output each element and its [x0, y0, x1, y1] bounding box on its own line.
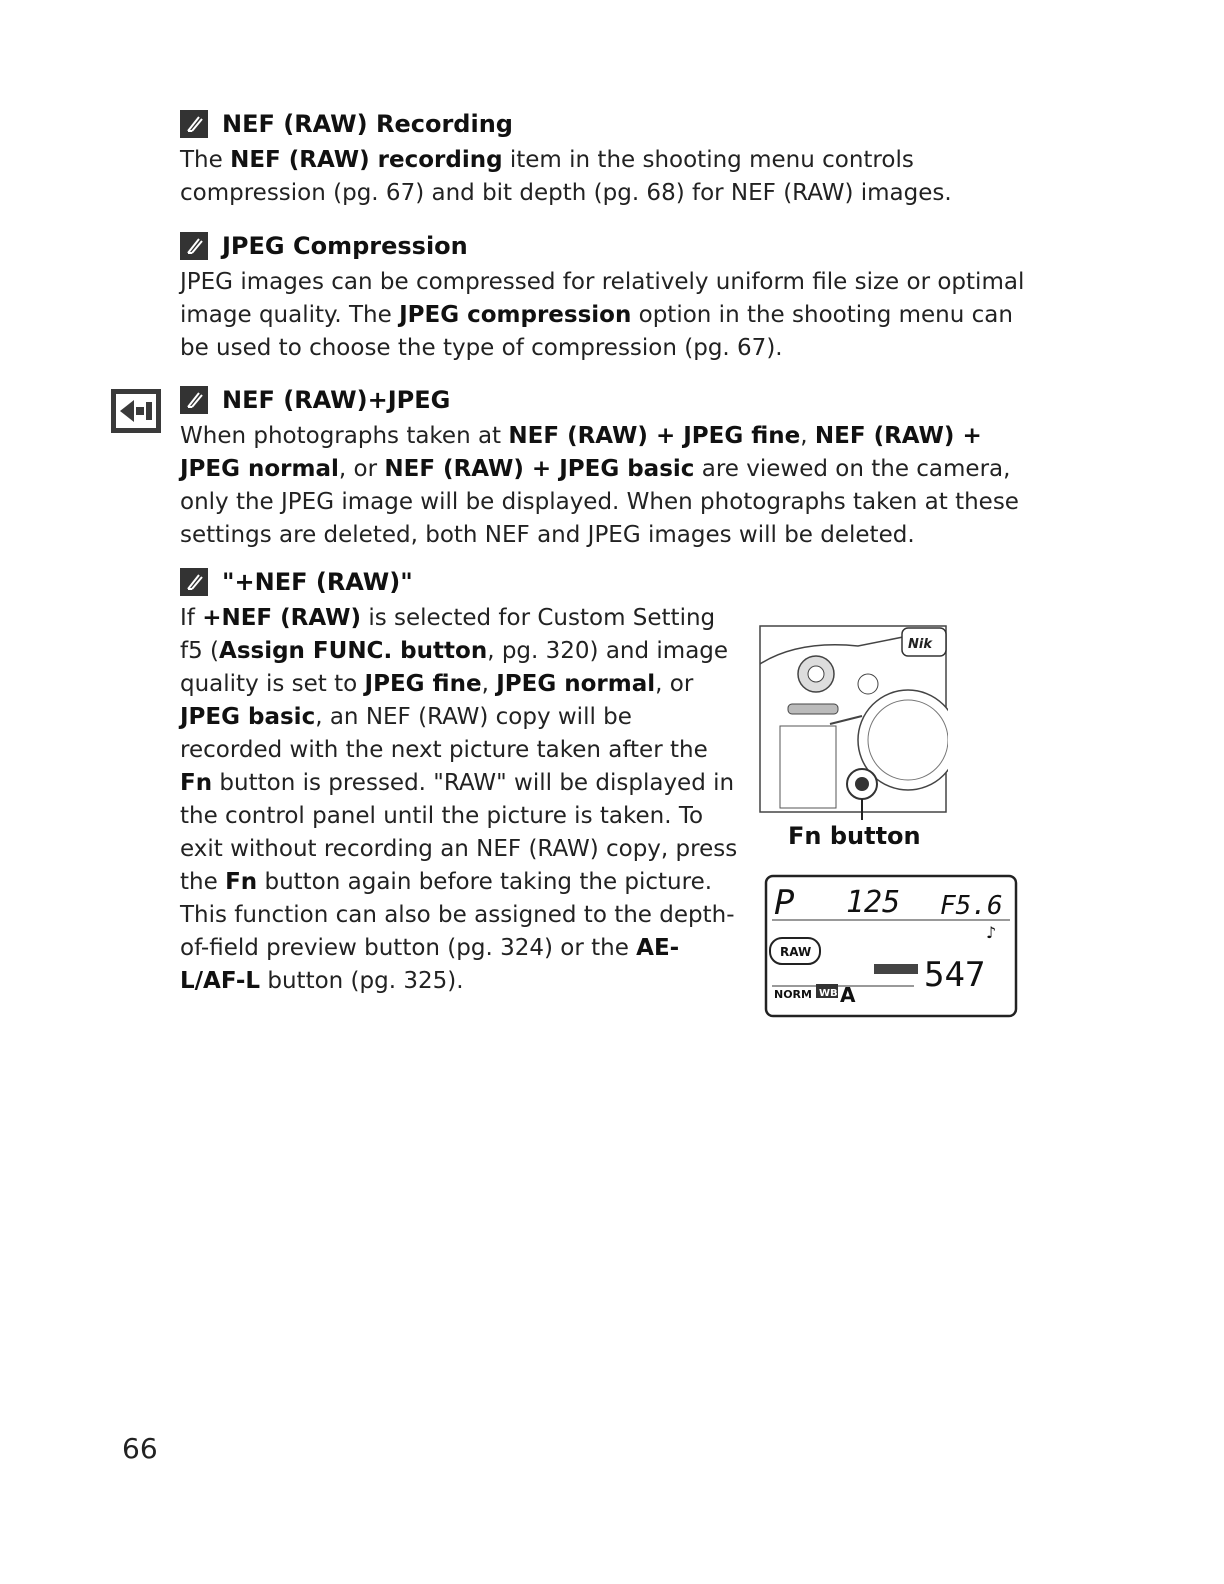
section-body: When photographs taken at NEF (RAW) + JPEG fine, NEF (RAW) + JPEG normal, or NEF (RAW) + JPEG basic are viewed on the camera, only the JPEG image will be displayed. When photographs taken at these settings are deleted, both NEF and JPEG images will be deleted.	[180, 423, 1019, 548]
emphasis-text: AE-L/AF-L	[180, 935, 680, 994]
playback-tab-icon	[110, 388, 162, 434]
emphasis-text: Fn	[180, 770, 213, 796]
norm-indicator: NORM	[774, 988, 812, 1001]
heading-text: JPEG Compression	[222, 232, 468, 260]
emphasis-text: JPEG basic	[180, 704, 316, 730]
section-body: If +NEF (RAW) is selected for Custom Setting f5 (Assign FUNC. button, pg. 320) and image quality is set to JPEG fine, JPEG normal, or JPEG basic, an NEF (RAW) copy will be recorded with the next picture taken after the Fn button is pressed. "RAW" will be displayed in the control panel until the picture is taken. To exit without recording an NEF (RAW) copy, press the Fn button again before taking the picture. This function can also be assigned to the depth-of-field preview button (pg. 324) or the AE-L/AF-L button (pg. 325).	[180, 605, 738, 994]
section-body: The NEF (RAW) recording item in the shooting menu controls compression (pg. 67) and bit depth (pg. 68) for NEF (RAW) images.	[180, 147, 952, 206]
raw-indicator: RAW	[780, 945, 812, 959]
mode-readout: P	[774, 883, 795, 923]
section-heading	[180, 386, 1030, 414]
emphasis-text: Assign FUNC. button	[219, 638, 488, 664]
heading-text: NEF (RAW)+JPEG	[222, 386, 451, 414]
camera-fn-button-illustration	[758, 620, 948, 820]
emphasis-text: NEF (RAW) recording	[230, 147, 503, 173]
control-panel-display	[764, 874, 1018, 1018]
shutter-readout: 125	[846, 885, 901, 920]
note-icon	[180, 232, 208, 260]
wb-value: A	[840, 983, 856, 1007]
note-icon	[180, 386, 208, 414]
section-heading	[180, 232, 1030, 260]
section-heading	[180, 110, 1030, 138]
aperture-readout: F5.6	[940, 891, 1003, 921]
section-nef-raw-jpeg	[180, 386, 1030, 552]
emphasis-text: JPEG fine	[364, 671, 482, 697]
wb-indicator: WB	[819, 988, 838, 999]
section-heading	[180, 568, 1030, 596]
section-body: JPEG images can be compressed for relatively uniform file size or optimal image quality. The JPEG compression option in the shooting menu can be used to choose the type of compression (pg. 67).	[180, 269, 1025, 361]
section-jpeg-compression	[180, 232, 1030, 365]
emphasis-text: Fn	[225, 869, 258, 895]
heading-text: NEF (RAW) Recording	[222, 110, 513, 138]
heading-text: "+NEF (RAW)"	[222, 568, 413, 596]
exposures-remaining: 547	[924, 955, 986, 995]
beep-icon: ♪	[986, 923, 997, 942]
note-icon	[180, 568, 208, 596]
emphasis-text: JPEG normal	[496, 671, 656, 697]
section-nef-raw-recording	[180, 110, 1030, 210]
note-icon	[180, 110, 208, 138]
emphasis-text: JPEG compression	[399, 302, 632, 328]
emphasis-text: +NEF (RAW)	[202, 605, 362, 631]
emphasis-text: NEF (RAW) + JPEG normal	[180, 423, 982, 482]
fn-button-caption: Fn button	[788, 822, 921, 850]
emphasis-text: NEF (RAW) + JPEG basic	[384, 456, 695, 482]
emphasis-text: NEF (RAW) + JPEG fine	[508, 423, 801, 449]
page-number: 66	[122, 1432, 158, 1465]
brand-label: Nik	[908, 637, 932, 652]
